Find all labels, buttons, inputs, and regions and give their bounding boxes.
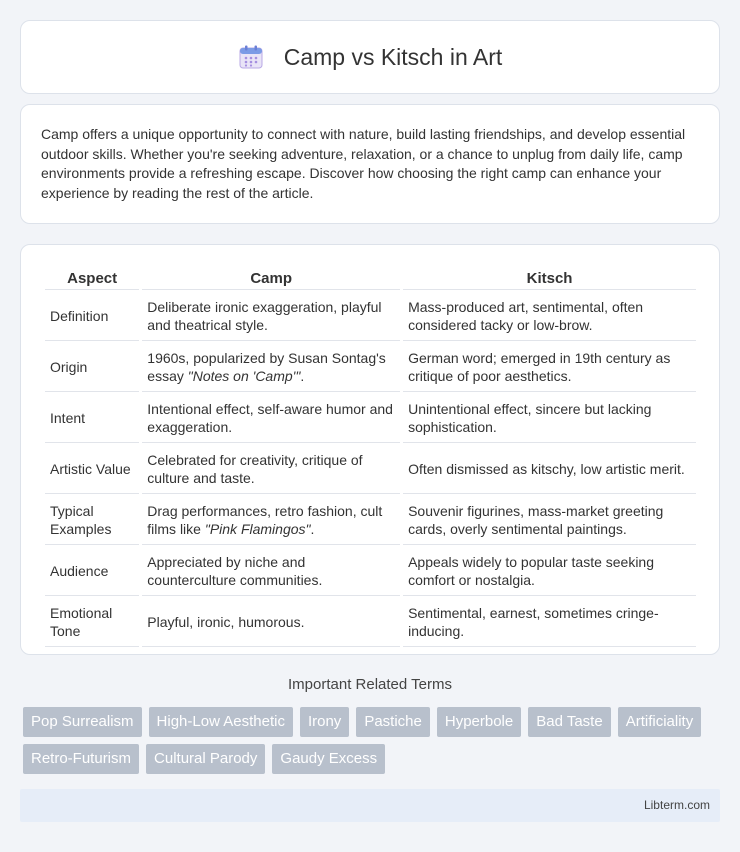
table-row bbox=[45, 598, 696, 647]
camp-title-emphasis: "Notes on 'Camp'" bbox=[187, 368, 301, 384]
tag-bad-taste[interactable]: Bad Taste bbox=[528, 707, 610, 737]
kitsch-cell: Appeals widely to popular taste seeking comfort or nostalgia. bbox=[403, 547, 696, 596]
tag-high-low-aesthetic[interactable]: High-Low Aesthetic bbox=[149, 707, 293, 737]
kitsch-cell: Mass-produced art, sentimental, often considered tacky or low-brow. bbox=[403, 292, 696, 341]
table-header-row bbox=[45, 267, 696, 290]
header-kitsch: Kitsch bbox=[403, 267, 696, 290]
header-camp: Camp bbox=[142, 267, 400, 290]
camp-text-end: . bbox=[310, 521, 315, 537]
table-row bbox=[45, 292, 696, 341]
aspect-cell: Typical Examples bbox=[45, 496, 139, 545]
aspect-cell: Artistic Value bbox=[45, 445, 139, 494]
table-row bbox=[45, 496, 696, 545]
camp-cell: Celebrated for creativity, critique of culture and taste. bbox=[142, 445, 400, 494]
intro-text: Camp offers a unique opportunity to connect with nature, build lasting friendships, and develop essential outdoor skills. Whether you're seeking adventure, relaxation, or a chance to unplug from daily life, camp environments provide a refreshing escape. Discover how choosing the right camp can enhance your experience by reading the rest of the article. bbox=[41, 126, 686, 201]
comparison-table bbox=[42, 265, 699, 649]
tag-pastiche[interactable]: Pastiche bbox=[356, 707, 430, 737]
table-row bbox=[45, 445, 696, 494]
tag-hyperbole[interactable]: Hyperbole bbox=[437, 707, 521, 737]
kitsch-cell: German word; emerged in 19th century as critique of poor aesthetics. bbox=[403, 343, 696, 392]
title-wrap bbox=[238, 44, 503, 71]
tag-gaudy-excess[interactable]: Gaudy Excess bbox=[272, 744, 385, 774]
related-tags bbox=[23, 707, 723, 774]
kitsch-cell: Souvenir figurines, mass-market greeting cards, overly sentimental paintings. bbox=[403, 496, 696, 545]
kitsch-cell: Sentimental, earnest, sometimes cringe-inducing. bbox=[403, 598, 696, 647]
calendar-icon bbox=[238, 44, 264, 70]
table-row bbox=[45, 547, 696, 596]
footer bbox=[20, 789, 720, 822]
header-card bbox=[20, 20, 720, 94]
camp-title-emphasis: "Pink Flamingos" bbox=[204, 521, 311, 537]
header-aspect: Aspect bbox=[45, 267, 139, 290]
camp-cell: Intentional effect, self-aware humor and exaggeration. bbox=[142, 394, 400, 443]
camp-text-end: . bbox=[300, 368, 305, 384]
aspect-cell: Definition bbox=[45, 292, 139, 341]
camp-text: Drag performances, retro fashion, cult films like bbox=[147, 503, 383, 537]
camp-cell bbox=[142, 496, 400, 545]
intro-card bbox=[20, 104, 720, 224]
camp-cell: Deliberate ironic exaggeration, playful and theatrical style. bbox=[142, 292, 400, 341]
comparison-card bbox=[20, 244, 720, 655]
aspect-cell: Audience bbox=[45, 547, 139, 596]
aspect-cell: Intent bbox=[45, 394, 139, 443]
tag-cultural-parody[interactable]: Cultural Parody bbox=[146, 744, 265, 774]
footer-site-link[interactable]: Libterm.com bbox=[643, 798, 710, 812]
tag-irony[interactable]: Irony bbox=[300, 707, 349, 737]
table-row bbox=[45, 394, 696, 443]
page-title: Camp vs Kitsch in Art bbox=[283, 43, 503, 70]
tag-pop-surrealism[interactable]: Pop Surrealism bbox=[23, 707, 142, 737]
camp-cell: Playful, ironic, humorous. bbox=[142, 598, 400, 647]
kitsch-cell: Often dismissed as kitschy, low artistic merit. bbox=[403, 445, 696, 494]
aspect-cell: Origin bbox=[45, 343, 139, 392]
camp-text: 1960s, popularized by Susan Sontag's essay bbox=[147, 350, 386, 384]
camp-cell: Appreciated by niche and counterculture communities. bbox=[142, 547, 400, 596]
aspect-cell: Emotional Tone bbox=[45, 598, 139, 647]
related-terms-title: Important Related Terms bbox=[288, 676, 452, 693]
kitsch-cell: Unintentional effect, sincere but lacking sophistication. bbox=[403, 394, 696, 443]
table-row bbox=[45, 343, 696, 392]
tag-retro-futurism[interactable]: Retro-Futurism bbox=[23, 744, 139, 774]
camp-cell bbox=[142, 343, 400, 392]
tag-artificiality[interactable]: Artificiality bbox=[618, 707, 702, 737]
